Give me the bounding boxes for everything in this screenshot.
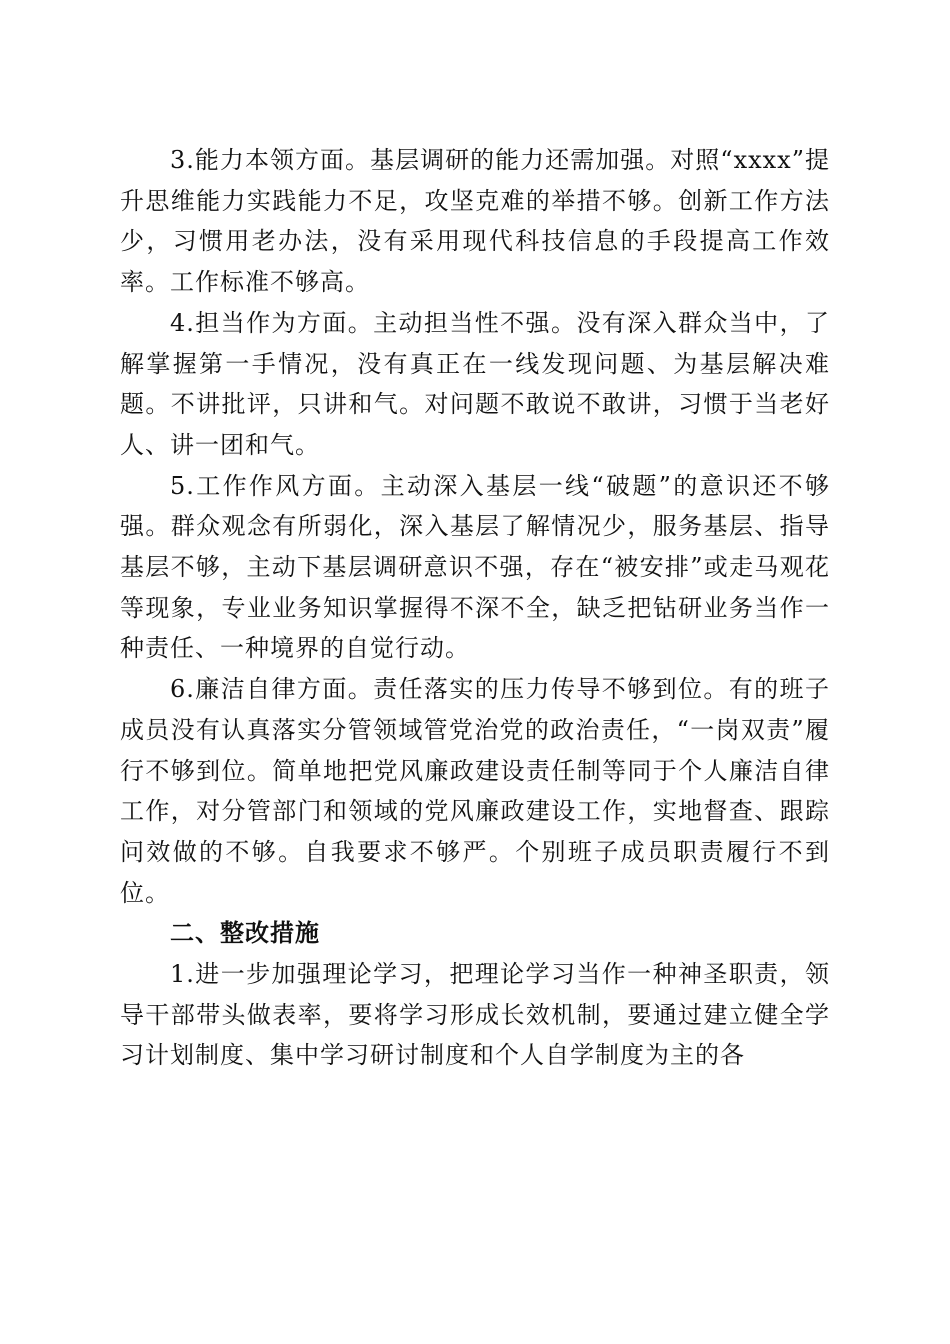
paragraph-measure-1: 1.进一步加强理论学习，把理论学习当作一种神圣职责，领导干部带头做表率，要将学习形成长效机制，要通过建立健全学习计划制度、集中学习研讨制度和个人自学制度为主的各 [120, 960, 830, 1070]
paragraph-responsibility: 4.担当作为方面。主动担当性不强。没有深入群众当中，了解掌握第一手情况，没有真正在一线发现问题、为基层解决难题。不讲批评，只讲和气。对问题不敢说不敢讲，习惯于当老好人、讲一团和气。 [120, 308, 830, 459]
paragraph-ability: 3.能力本领方面。基层调研的能力还需加强。对照“xxxx”提升思维能力实践能力不足，攻坚克难的举措不够。创新工作方法少，习惯用老办法，没有采用现代科技信息的手段提高工作效率。工作标准不够高。 [120, 146, 830, 297]
section-heading-rectification: 二、整改措施 [170, 919, 320, 948]
paragraph-integrity: 6.廉洁自律方面。责任落实的压力传导不够到位。有的班子成员没有认真落实分管领域管党治党的政治责任，“一岗双责”履行不够到位。简单地把党风廉政建设责任制等同于个人廉洁自律工作，对分管部门和领域的党风廉政建设工作，实地督查、跟踪问效做的不够。自我要求不够严。个别班子成员职责履行不到位。 [120, 675, 830, 907]
document-page [120, 140, 830, 1076]
paragraph-work-style: 5.工作作风方面。主动深入基层一线“破题”的意识还不够强。群众观念有所弱化，深入基层了解情况少，服务基层、指导基层不够，主动下基层调研意识不强，存在“被安排”或走马观花等现象，专业业务知识掌握得不深不全，缺乏把钻研业务当作一种责任、一种境界的自觉行动。 [120, 471, 830, 663]
